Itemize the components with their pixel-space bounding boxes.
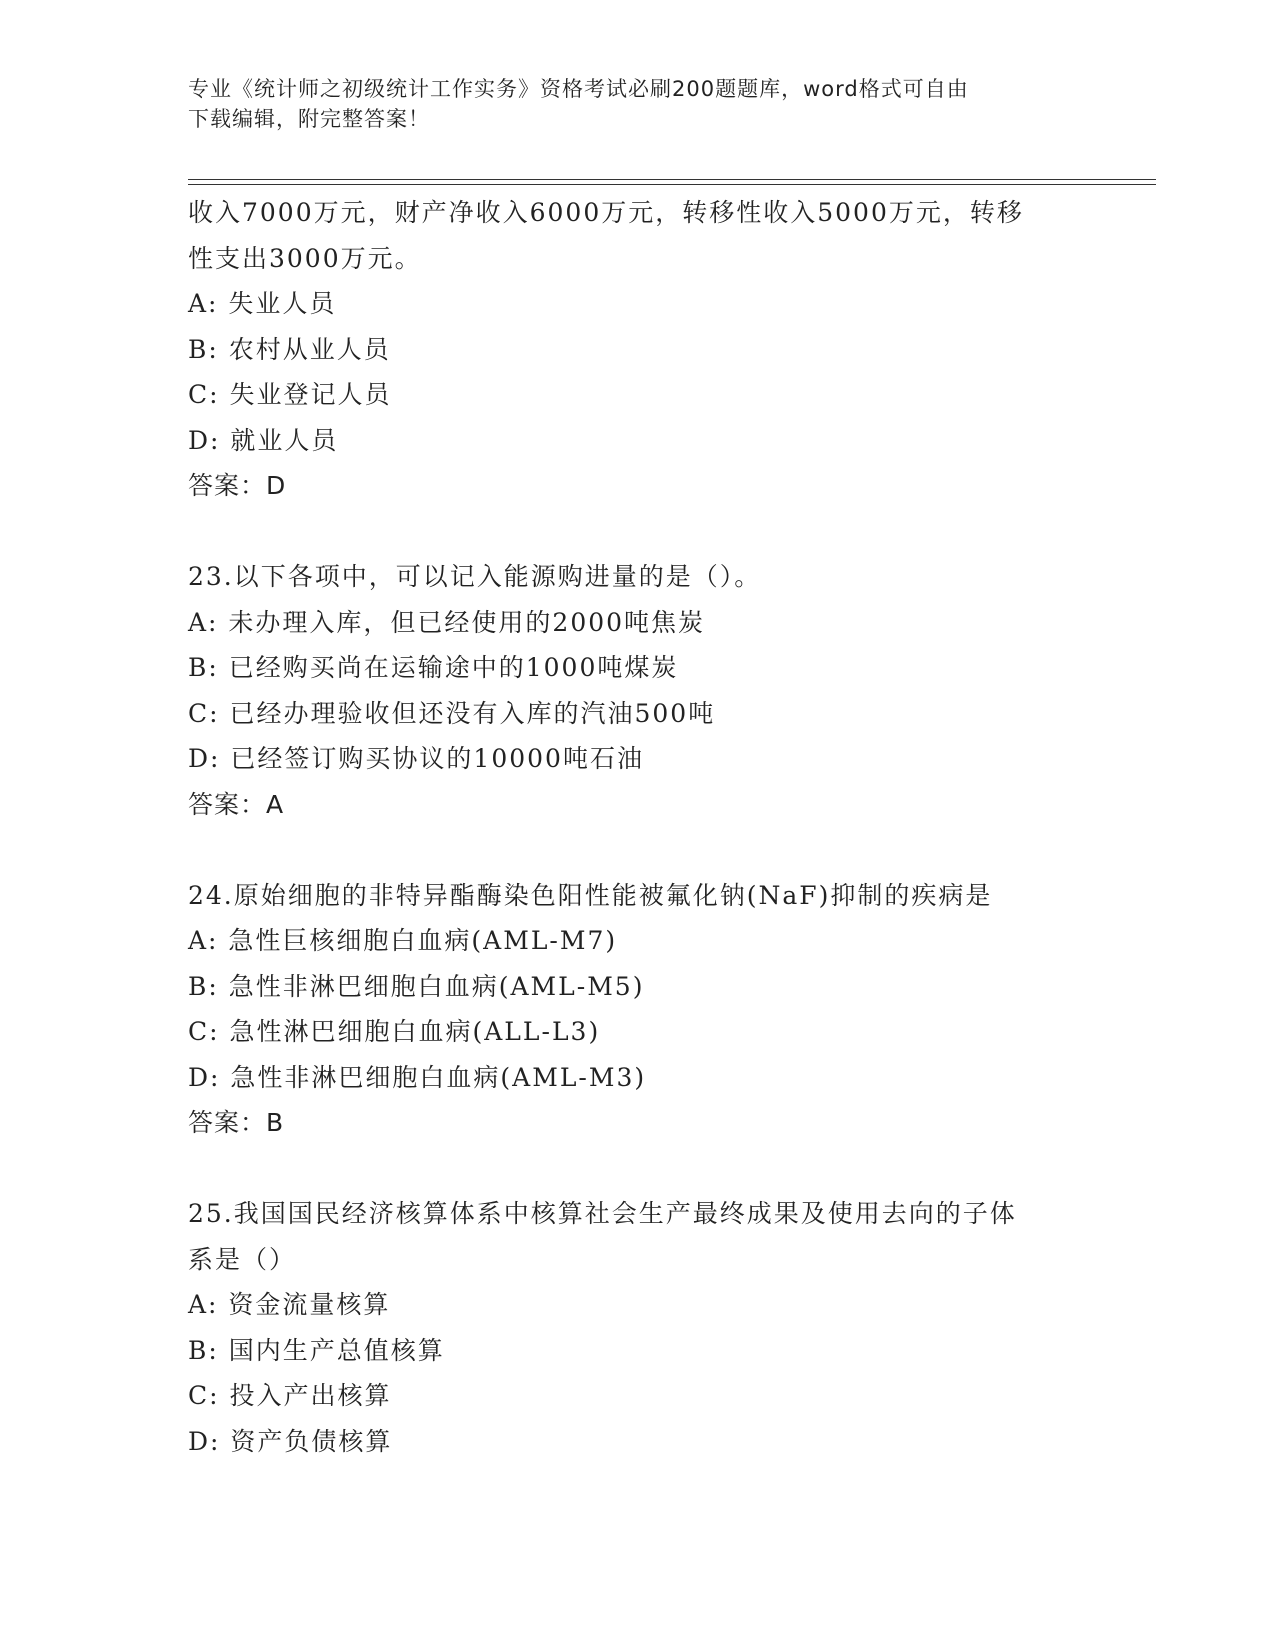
question-stem: 23.以下各项中，可以记入能源购进量的是（）。 [188, 562, 762, 591]
answer-line: 答案：A [188, 789, 285, 819]
option-d: D: 急性非淋巴细胞白血病(AML-M3) [188, 1062, 647, 1092]
option-c: C: 失业登记人员 [188, 380, 392, 409]
option-b: B: 农村从业人员 [188, 334, 391, 364]
question-stem: 25.我国国民经济核算体系中核算社会生产最终成果及使用去向的子体 [188, 1199, 1017, 1228]
header-line-2: 下载编辑，附完整答案！ [188, 107, 430, 131]
header-line-1: 专业《统计师之初级统计工作实务》资格考试必刷200题题库，word格式可自由 [188, 77, 969, 101]
question-stem: 24.原始细胞的非特异酯酶染色阳性能被氟化钠(NaF)抑制的疾病是 [188, 880, 993, 910]
header-rule-top [188, 179, 1156, 180]
option-a: A: 急性巨核细胞白血病(AML-M7) [188, 926, 618, 955]
question-24 [188, 873, 1088, 1146]
option-c: C: 已经办理验收但还没有入库的汽油500吨 [188, 698, 716, 728]
document-body [188, 190, 1088, 1464]
option-d: D: 就业人员 [188, 425, 339, 455]
spacer [188, 509, 1088, 555]
option-d: D: 资产负债核算 [188, 1426, 393, 1456]
option-d: D: 已经签订购买协议的10000吨石油 [188, 744, 644, 773]
spacer [188, 827, 1088, 873]
question-stem: 性支出3000万元。 [188, 243, 422, 273]
question-fragment [188, 190, 1088, 509]
question-25 [188, 1191, 1088, 1464]
option-a: A: 未办理入库，但已经使用的2000吨焦炭 [188, 607, 706, 637]
spacer [188, 1146, 1088, 1192]
option-c: C: 急性淋巴细胞白血病(ALL-L3) [188, 1017, 601, 1046]
option-b: B: 急性非淋巴细胞白血病(AML-M5) [188, 971, 645, 1001]
question-23 [188, 554, 1088, 827]
answer-line: 答案：D [188, 471, 287, 500]
answer-line: 答案：B [188, 1108, 285, 1137]
option-c: C: 投入产出核算 [188, 1381, 392, 1410]
option-a: A: 资金流量核算 [188, 1290, 391, 1319]
option-a: A: 失业人员 [188, 289, 337, 318]
header-rule-bottom [188, 184, 1156, 185]
option-b: B: 已经购买尚在运输途中的1000吨煤炭 [188, 653, 679, 682]
option-b: B: 国内生产总值核算 [188, 1335, 445, 1365]
question-stem: 系是（） [188, 1244, 297, 1274]
question-stem: 收入7000万元，财产净收入6000万元，转移性收入5000万元，转移 [188, 198, 1024, 227]
page-header [188, 74, 1088, 134]
